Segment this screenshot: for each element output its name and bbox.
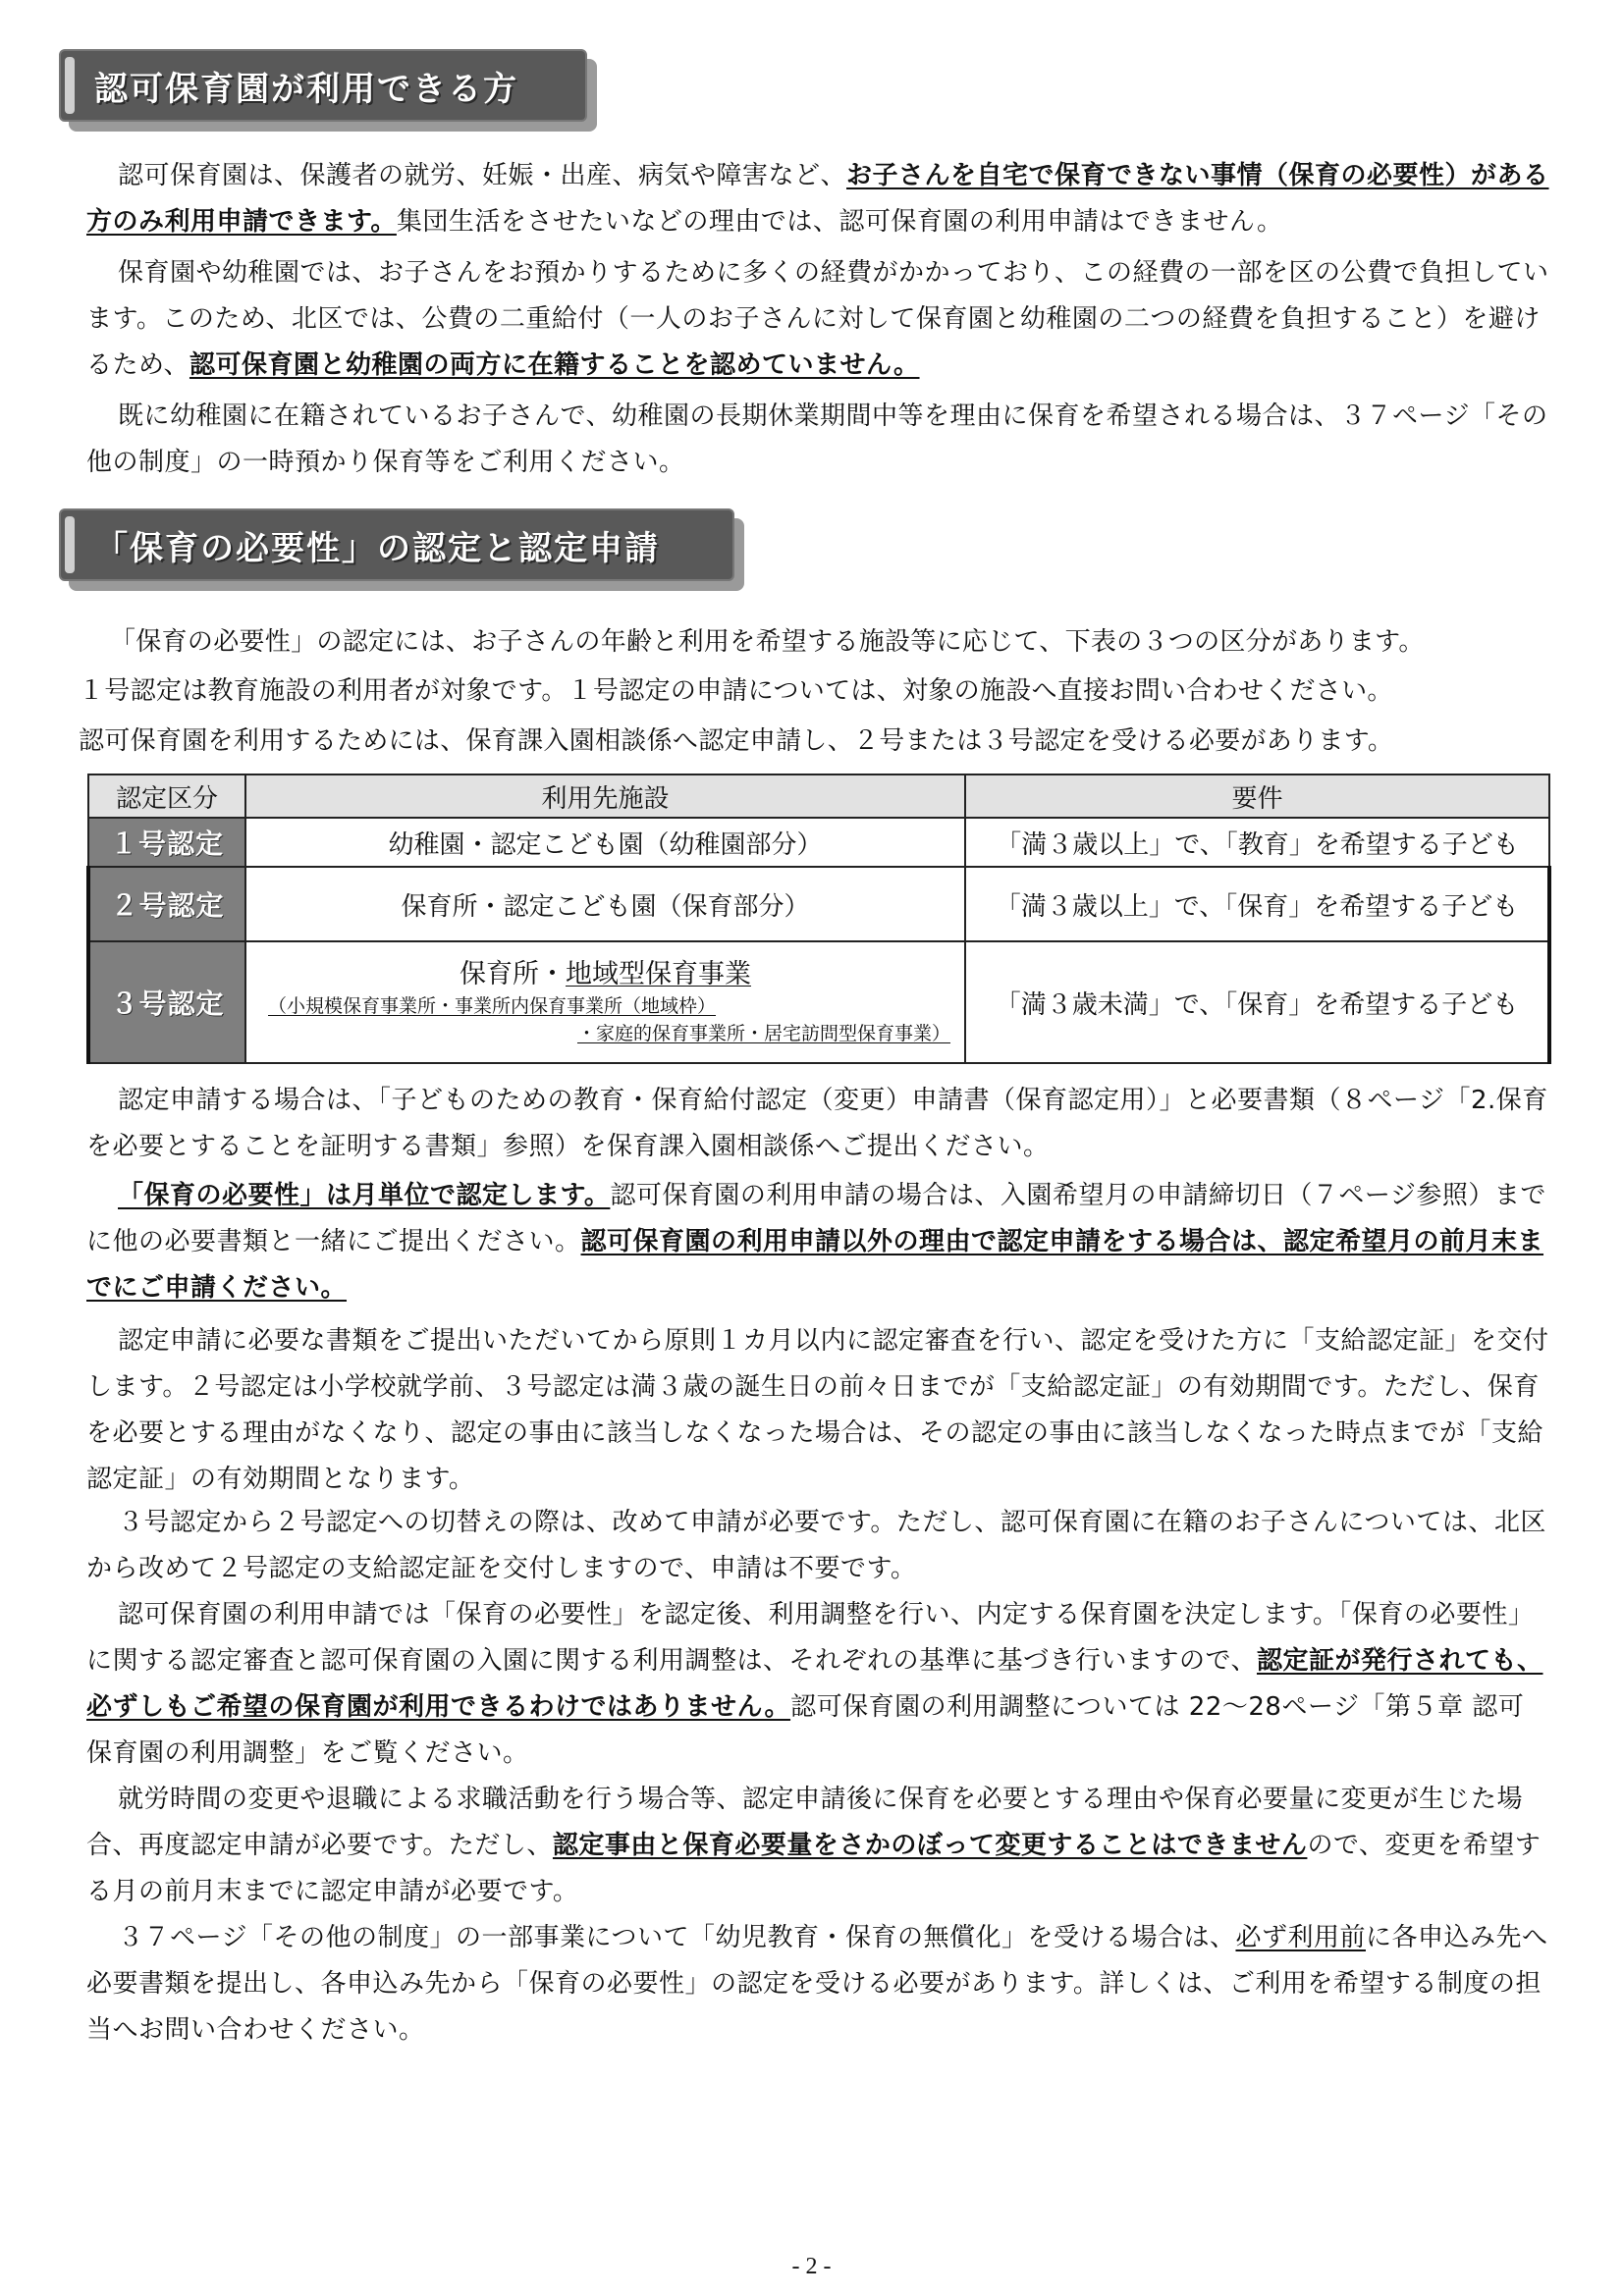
facility-sub-line-1: （小規模保育事業所・事業所内保育事業所（地域枠） [268,995,717,1017]
underlined-text: 「保育の必要性」は月単位で認定します。 [118,1181,611,1210]
facility-cell: 幼稚園・認定こども園（幼稚園部分） [245,818,965,867]
section-title: 認可保育園が利用できる方 [94,69,518,109]
underlined-text: 必ず利用前 [1235,1923,1366,1952]
underlined-text: 認可保育園と幼稚園の両方に在籍することを認めていません。 [189,350,920,380]
table-row-type1 [88,818,1549,867]
header-category: 認定区分 [88,774,245,818]
table-header-row [88,774,1549,818]
underlined-text: 認可保育園の利用申請以外の理由で認定申請をする場合は、認定希望月の前月末までにご申請ください。 [86,1227,1544,1303]
heading-box [59,49,587,122]
paragraph-eligibility-1: 認可保育園は、保護者の就労、妊娠・出産、病気や障害など、お子さんを自宅で保育できない事情（保育の必要性）がある方のみ利用申請できます。集団生活をさせたいなどの理由では、認可保育園の利用申請はできません。 [86,161,1549,237]
paragraph-certificate: 認定申請に必要な書類をご提出いただいてから原則１カ月以内に認定審査を行い、認定を受けた方に「支給認定証」を交付します。２号認定は小学校就学前、３号認定は満３歳の誕生日の前々日までが「支給認定証」の有効期間です。ただし、保育を必要とする理由がなくなり、認定の事由に該当しなくなった場合は、その認定の事由に該当しなくなった時点までが「支給認定証」の有効期間となります。 [86,1326,1549,1494]
underlined-text: お子さんを自宅で保育できない事情（保育の必要性）がある方のみ利用申請できます。 [86,161,1549,237]
facility-sub-line-2: ・家庭的保育事業所・居宅訪問型保育事業） [576,1023,950,1044]
facility-cell: 保育所・認定こども園（保育部分） [245,867,965,941]
intro-line-1: 「保育の必要性」の認定には、お子さんの年齢と利用を希望する施設等に応じて、下表の３つの区分があります。 [110,627,1425,657]
underlined-text: 認定証が発行されても、必ずしもご希望の保育園が利用できるわけではありません。 [86,1646,1543,1722]
section-heading-eligibility [59,49,587,122]
paragraph-change: 就労時間の変更や退職による求職活動を行う場合等、認定申請後に保育を必要とする理由や保育必要量に変更が生じた場合、再度認定申請が必要です。ただし、認定事由と保育必要量をさかのぼって変更することはできませんので、変更を希望する月の前月末までに認定申請が必要です。 [86,1785,1542,1906]
paragraph-eligibility-3: 既に幼稚園に在籍されているお子さんで、幼稚園の長期休業期間中等を理由に保育を希望される場合は、３７ページ「その他の制度」の一時預かり保育等をご利用ください。 [86,401,1548,477]
paragraph-application: 認定申請する場合は、「子どものための教育・保育給付認定（変更）申請書（保育認定用）」と必要書類（８ページ「2.保育を必要とすることを証明する書類」参照）を保育課入園相談係へご提出ください。 [86,1086,1548,1161]
requirement-cell: 「満３歳以上」で、「保育」を希望する子ども [965,867,1549,941]
category-cell: １号認定 [88,818,245,867]
header-requirement: 要件 [965,774,1549,818]
category-cell: ３号認定 [88,941,245,1063]
section-heading-certification [59,508,734,581]
requirement-cell: 「満３歳以上」で、「教育」を希望する子ども [965,818,1549,867]
facility-main: 保育所・地域型保育事業 [460,959,751,989]
underlined-text: 地域型保育事業 [566,959,751,989]
paragraph-free-education: ３７ページ「その他の制度」の一部事業について「幼児教育・保育の無償化」を受ける場合は、必ず利用前に各申込み先へ必要書類を提出し、各申込み先から「保育の必要性」の認定を受ける必要があります。詳しくは、ご利用を希望する制度の担当へお問い合わせください。 [86,1923,1548,2045]
intro-line-2: １号認定は教育施設の利用者が対象です。１号認定の申請については、対象の施設へ直接お問い合わせください。 [79,676,1393,706]
category-cell: ２号認定 [88,867,245,941]
paragraph-adjustment: 認可保育園の利用申請では「保育の必要性」を認定後、利用調整を行い、内定する保育園を決定します。「保育の必要性」に関する認定審査と認可保育園の入園に関する利用調整は、それぞれの基準に基づき行いますので、認定証が発行されても、必ずしもご希望の保育園が利用できるわけではありません。認可保育園の利用調整については 22～28ページ「第５章 認可保育園の利用調整」をご覧ください。 [86,1600,1543,1768]
facility-cell [245,941,965,1063]
paragraph-switch: ３号認定から２号認定への切替えの際は、改めて申請が必要です。ただし、認可保育園に在籍のお子さんについては、北区から改めて２号認定の支給認定証を交付しますので、申請は不要です。 [86,1508,1546,1583]
table-row-type3 [88,941,1549,1063]
heading-box [59,508,734,581]
page-number: - 2 - [791,2254,832,2279]
requirement-cell: 「満３歳未満」で、「保育」を希望する子ども [965,941,1549,1063]
header-facility: 利用先施設 [245,774,965,818]
underlined-text: 認定事由と保育必要量をさかのぼって変更することはできません [552,1831,1308,1860]
paragraph-monthly: 「保育の必要性」は月単位で認定します。認可保育園の利用申請の場合は、入園希望月の申請締切日（７ページ参照）までに他の必要書類と一緒にご提出ください。認可保育園の利用申請以外の理由で認定申請をする場合は、認定希望月の前月末までにご申請ください。 [86,1181,1546,1303]
table-row-type2 [88,867,1549,941]
intro-line-3: 認可保育園を利用するためには、保育課入園相談係へ認定申請し、２号または３号認定を受ける必要があります。 [79,726,1394,756]
paragraph-eligibility-2: 保育園や幼稚園では、お子さんをお預かりするために多くの経費がかかっており、この経費の一部を区の公費で負担しています。このため、北区では、公費の二重給付（一人のお子さんに対して保育園と幼稚園の二つの経費を負担すること）を避けるため、認可保育園と幼稚園の両方に在籍することを認めていません。 [86,258,1549,380]
section-title: 「保育の必要性」の認定と認定申請 [94,528,660,568]
certification-table [86,774,1551,1064]
